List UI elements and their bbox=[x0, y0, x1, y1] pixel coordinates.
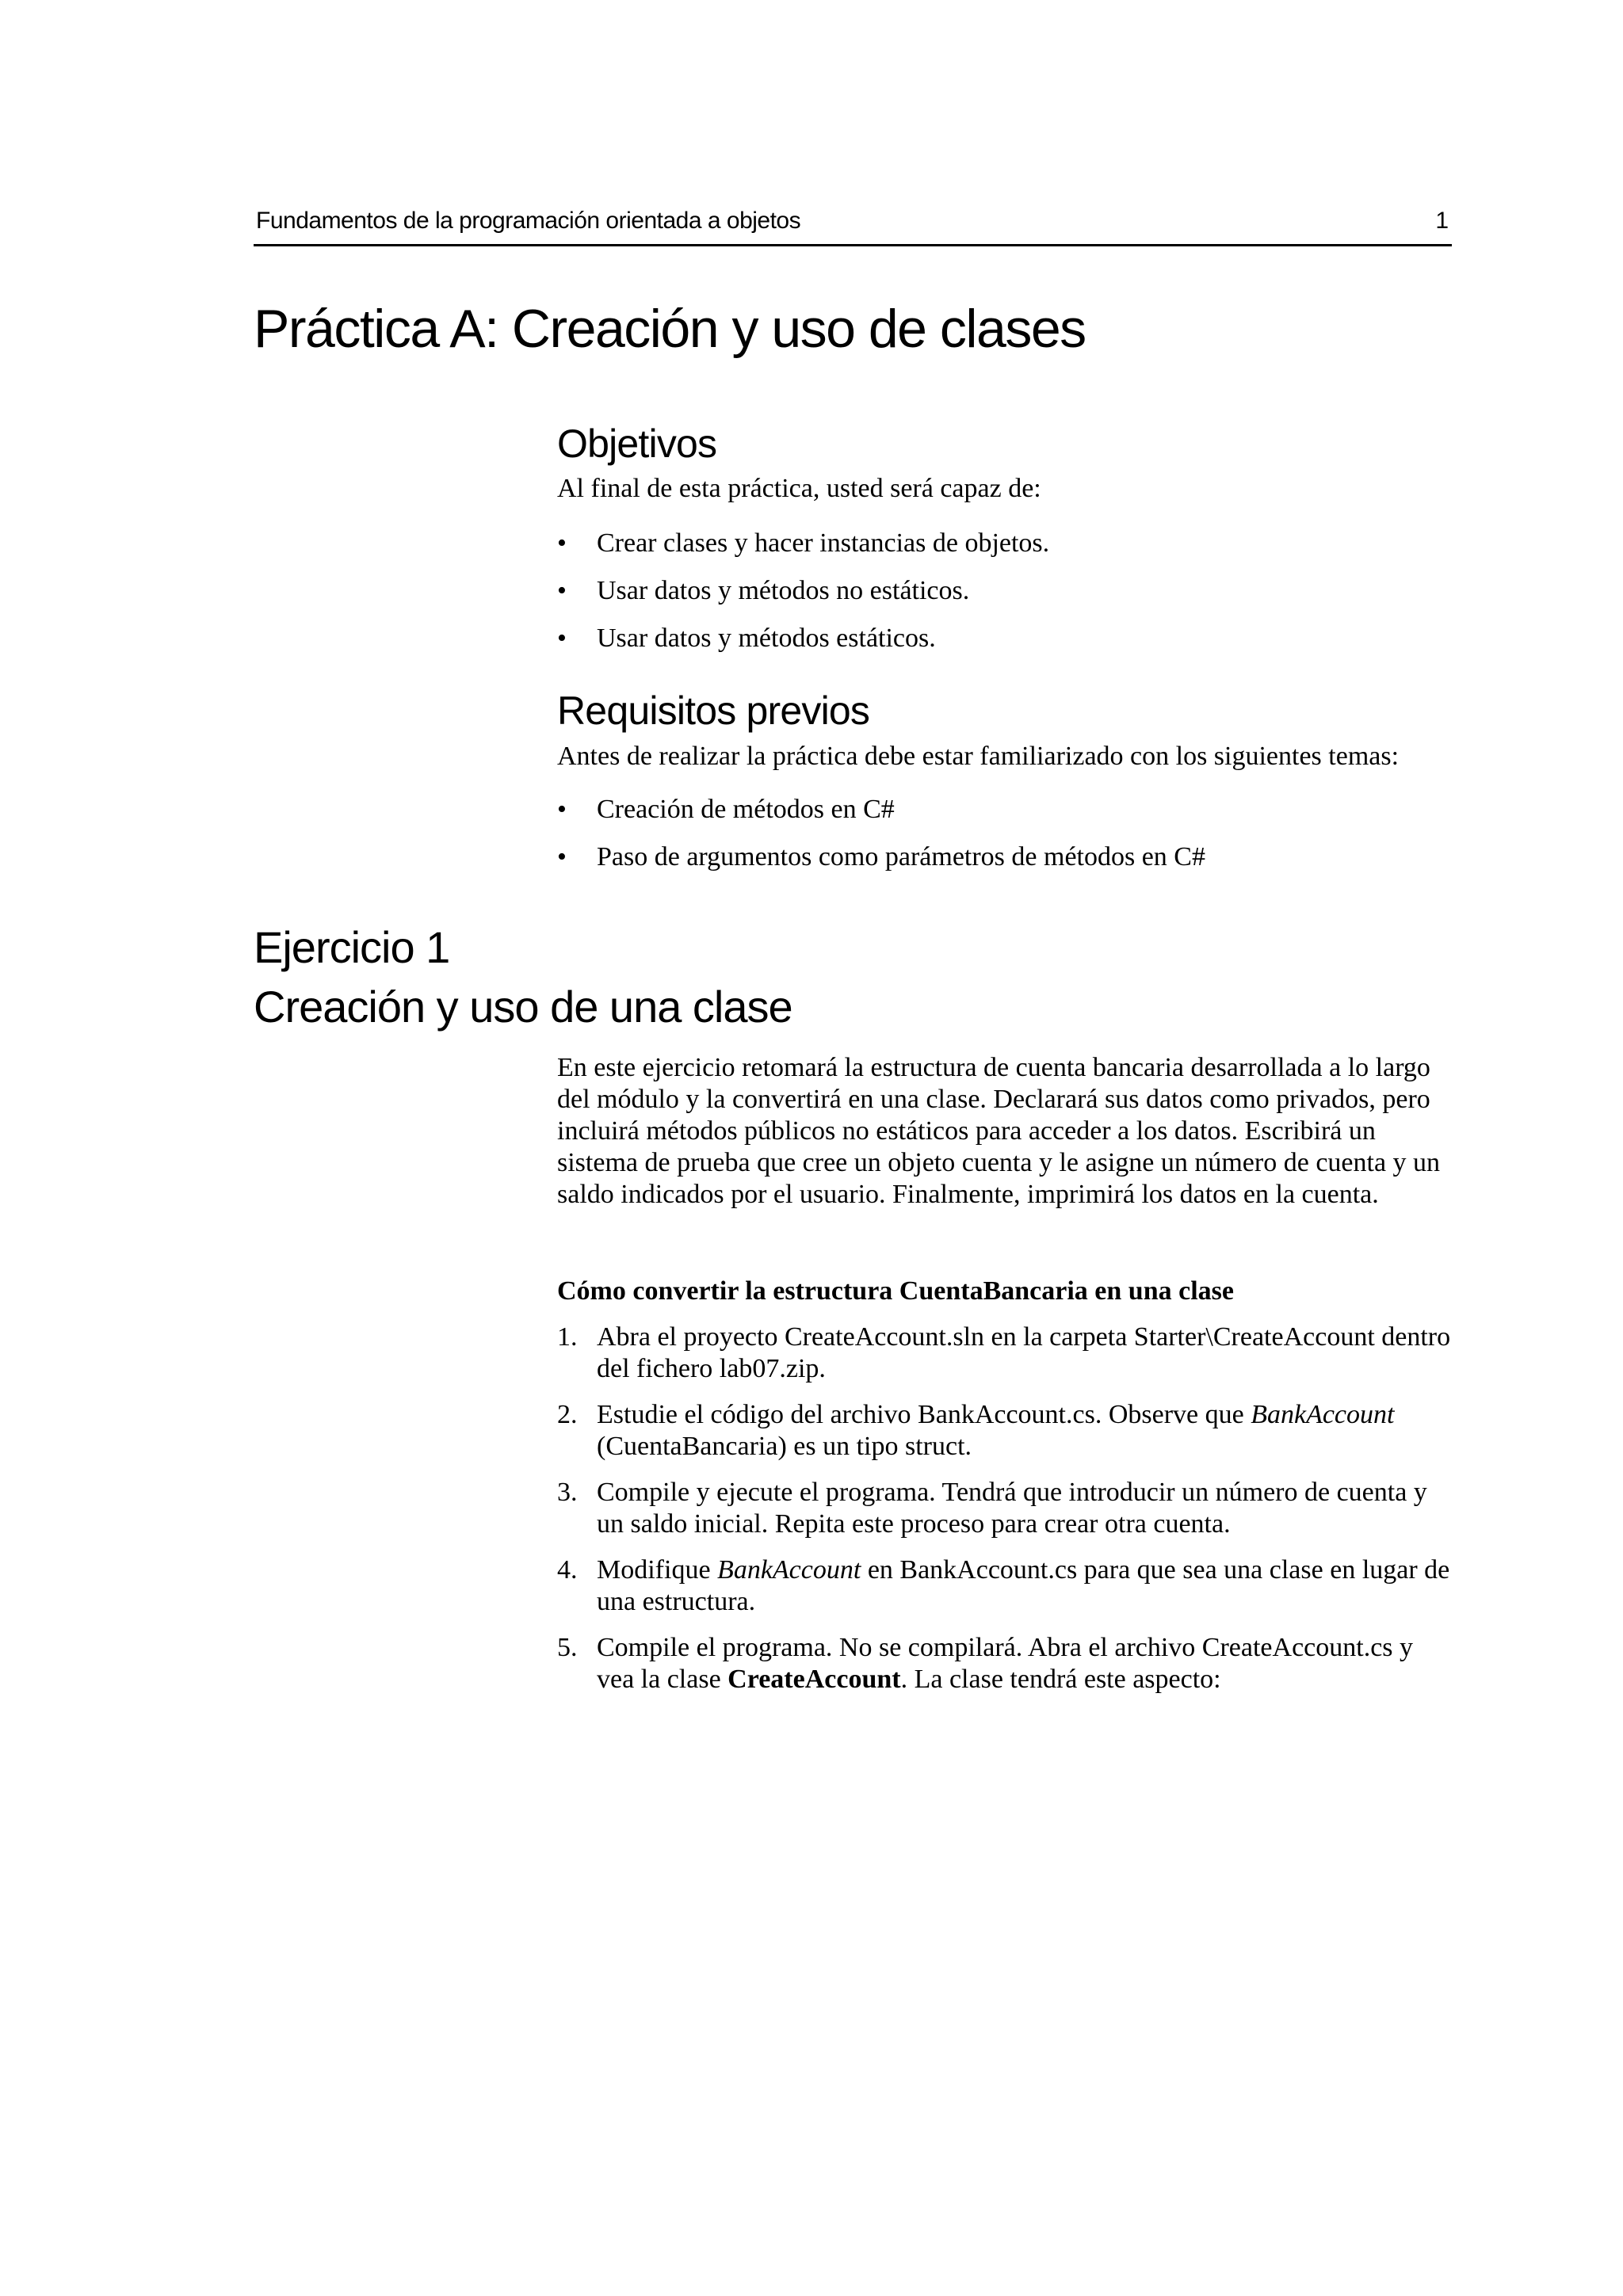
objectives-list bbox=[557, 528, 1453, 670]
list-item: • Usar datos y métodos no estáticos. bbox=[557, 576, 970, 605]
bullet-icon: • bbox=[557, 528, 567, 558]
step-number: 1. bbox=[557, 1322, 578, 1352]
step-item bbox=[557, 1554, 1453, 1618]
step-text-run: (CuentaBancaria) es un tipo struct. bbox=[597, 1432, 972, 1461]
header-title: Fundamentos de la programación orientada a objetos bbox=[256, 208, 801, 234]
step-text-run: Abra el proyecto CreateAccount.sln en la carpeta Starter\CreateAccount dentro del fichero lab07.zip. bbox=[597, 1322, 1451, 1383]
list-item: • Crear clases y hacer instancias de objetos. bbox=[557, 528, 1050, 558]
bullet-icon: • bbox=[557, 795, 567, 824]
objectives-heading: Objetivos bbox=[557, 421, 717, 466]
bullet-icon: • bbox=[557, 576, 567, 605]
page-number: 1 bbox=[1435, 208, 1449, 234]
prerequisites-list bbox=[557, 794, 1453, 889]
running-header bbox=[254, 204, 1452, 246]
step-number: 4. bbox=[557, 1555, 578, 1585]
step-text bbox=[597, 1555, 1449, 1616]
step-text bbox=[597, 1478, 1427, 1539]
step-text-run: en BankAccount.cs para que sea una clase en lugar de una estructura. bbox=[597, 1555, 1450, 1616]
step-text-run: Modifique bbox=[597, 1555, 718, 1585]
step-text-run: BankAccount bbox=[717, 1555, 861, 1585]
list-item: • Creación de métodos en C# bbox=[557, 795, 895, 824]
main-title: Práctica A: Creación y uso de clases bbox=[254, 299, 1086, 359]
objectives-intro: Al final de esta práctica, usted será capaz de: bbox=[557, 474, 1041, 503]
list-item: • Paso de argumentos como parámetros de métodos en C# bbox=[557, 842, 1205, 871]
prerequisites-heading: Requisitos previos bbox=[557, 688, 870, 733]
step-text-run: BankAccount bbox=[1251, 1400, 1395, 1429]
step-text-run: CreateAccount bbox=[727, 1665, 901, 1694]
list-item: • Usar datos y métodos estáticos. bbox=[557, 624, 936, 653]
step-item bbox=[557, 1477, 1453, 1540]
prerequisites-intro: Antes de realizar la práctica debe estar familiarizado con los siguientes temas: bbox=[557, 742, 1400, 771]
bullet-icon: • bbox=[557, 624, 567, 653]
step-text-run: Estudie el código del archivo BankAccount.cs. Observe que bbox=[597, 1400, 1251, 1429]
step-text-run: Compile el programa. No se compilará. Abra el archivo CreateAccount.cs y vea la clase bbox=[597, 1633, 1414, 1694]
step-item bbox=[557, 1632, 1453, 1695]
step-text-run: Compile y ejecute el programa. Tendrá que introducir un número de cuenta y un saldo inicial. Repita este proceso para crear otra cuenta. bbox=[597, 1478, 1427, 1539]
bullet-icon: • bbox=[557, 842, 567, 871]
step-text bbox=[597, 1322, 1450, 1383]
exercise-description: En este ejercicio retomará la estructura de cuenta bancaria desarrollada a lo largo del módulo y la convertirá en una clase. Declarará sus datos como privados, pero incluirá métodos públicos no estáticos para acceder a los datos. Escribirá un sistema de prueba que cree un objeto cuenta y le asigne un número de cuenta y un saldo indicados por el usuario. Finalmente, imprimirá los datos en la cuenta. bbox=[557, 1053, 1441, 1209]
exercise-label: Ejercicio 1 bbox=[254, 922, 450, 972]
exercise-title: Creación y uso de una clase bbox=[254, 982, 792, 1032]
step-number: 3. bbox=[557, 1478, 578, 1507]
step-number: 2. bbox=[557, 1400, 578, 1429]
procedure-title: Cómo convertir la estructura CuentaBancaria en una clase bbox=[557, 1276, 1234, 1306]
step-item bbox=[557, 1399, 1453, 1463]
step-number: 5. bbox=[557, 1633, 578, 1662]
procedure-steps bbox=[557, 1322, 1453, 1710]
step-text bbox=[597, 1633, 1413, 1694]
step-text bbox=[597, 1400, 1394, 1461]
step-item bbox=[557, 1322, 1453, 1385]
step-text-run: . La clase tendrá este aspecto: bbox=[900, 1665, 1221, 1694]
